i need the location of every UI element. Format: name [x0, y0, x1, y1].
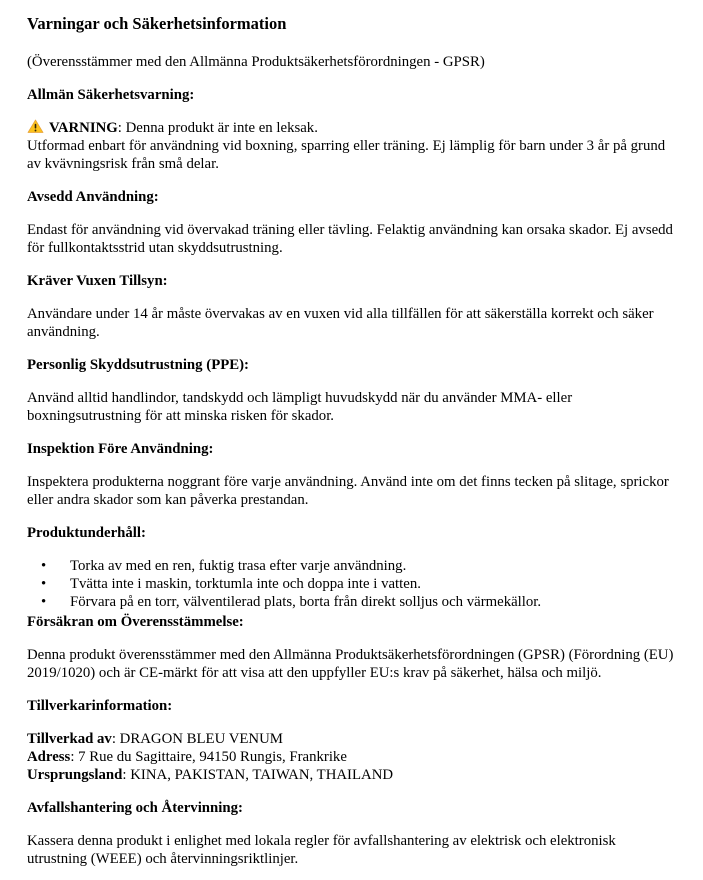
section-heading-disposal: Avfallshantering och Återvinning:: [27, 800, 243, 816]
disposal-paragraph: Kassera denna produkt i enlighet med lokala regler för avfallshantering av elektrisk och elektronisk utrustning (WEEE) och återvinningsriktlinjer.: [27, 833, 616, 867]
manufacturer-address-line: [27, 748, 677, 766]
section-heading-inspection: Inspektion Före Användning:: [27, 441, 214, 457]
warning-statement: : Denna produkt är inte en leksak.: [117, 120, 318, 136]
section-heading-manufacturer: Tillverkarinformation:: [27, 698, 173, 714]
general-warning-paragraph: [27, 119, 677, 173]
manufacturer-info-block: [27, 730, 677, 784]
made-by-value: : DRAGON BLEU VENUM: [111, 731, 283, 747]
section-heading-ppe: Personlig Skyddsutrustning (PPE):: [27, 357, 249, 373]
maintenance-bullet-item: • Tvätta inte i maskin, torktumla inte och doppa inte i vatten.: [27, 575, 677, 593]
compliance-note: (Överensstämmer med den Allmänna Produktsäkerhetsförordningen - GPSR): [27, 54, 485, 70]
intended-use-paragraph: Endast för användning vid övervakad träning eller tävling. Felaktig användning kan orsaka skador. Ej avsedd för fullkontaktsstrid utan skyddsutrustning.: [27, 222, 673, 256]
origin-label: Ursprungsland: [27, 767, 123, 783]
manufacturer-origin-line: [27, 766, 677, 784]
section-heading-conformity: Försäkran om Överensstämmelse:: [27, 614, 244, 630]
maintenance-bullet-item: • Förvara på en torr, välventilerad plats, borta från direkt solljus och värmekällor.: [27, 593, 677, 611]
maintenance-bullet-list: [27, 557, 677, 611]
inspection-paragraph: Inspektera produkterna noggrant före varje användning. Använd inte om det finns tecken på slitage, sprickor eller andra skador som kan påverka prestandan.: [27, 474, 669, 508]
section-heading-intended-use: Avsedd Användning:: [27, 189, 159, 205]
origin-value: : KINA, PAKISTAN, TAIWAN, THAILAND: [122, 767, 394, 783]
maintenance-bullet-item: • Torka av med en ren, fuktig trasa efter varje användning.: [27, 557, 677, 575]
warning-label: VARNING: [49, 120, 118, 136]
ppe-paragraph: Använd alltid handlindor, tandskydd och lämpligt huvudskydd när du använder MMA- eller boxningsutrustning för att minska risken för skador.: [27, 390, 573, 424]
made-by-label: Tillverkad av: [27, 731, 112, 747]
warning-icon: [27, 119, 44, 134]
warning-line: [27, 119, 677, 137]
manufacturer-made-by-line: [27, 730, 677, 748]
conformity-paragraph: Denna produkt överensstämmer med den Allmänna Produktsäkerhetsförordningen (GPSR) (Förordning (EU) 2019/1020) och är CE-märkt för att visa att den uppfyller EU:s krav på säkerhet, hälsa och miljö.: [27, 647, 674, 681]
address-label: Adress: [27, 749, 71, 765]
address-value: : 7 Rue du Sagittaire, 94150 Rungis, Frankrike: [70, 749, 347, 765]
adult-supervision-paragraph: Användare under 14 år måste övervakas av en vuxen vid alla tillfällen för att säkerställa korrekt och säker användning.: [27, 306, 654, 340]
section-heading-adult-supervision: Kräver Vuxen Tillsyn:: [27, 273, 168, 289]
section-heading-general-warning: Allmän Säkerhetsvarning:: [27, 87, 195, 103]
document-title: Varningar och Säkerhetsinformation: [27, 14, 287, 33]
section-heading-maintenance: Produktunderhåll:: [27, 525, 146, 541]
general-warning-body: Utformad enbart för användning vid boxning, sparring eller träning. Ej lämplig för barn under 3 år på grund av kvävningsrisk från små delar.: [27, 138, 666, 172]
